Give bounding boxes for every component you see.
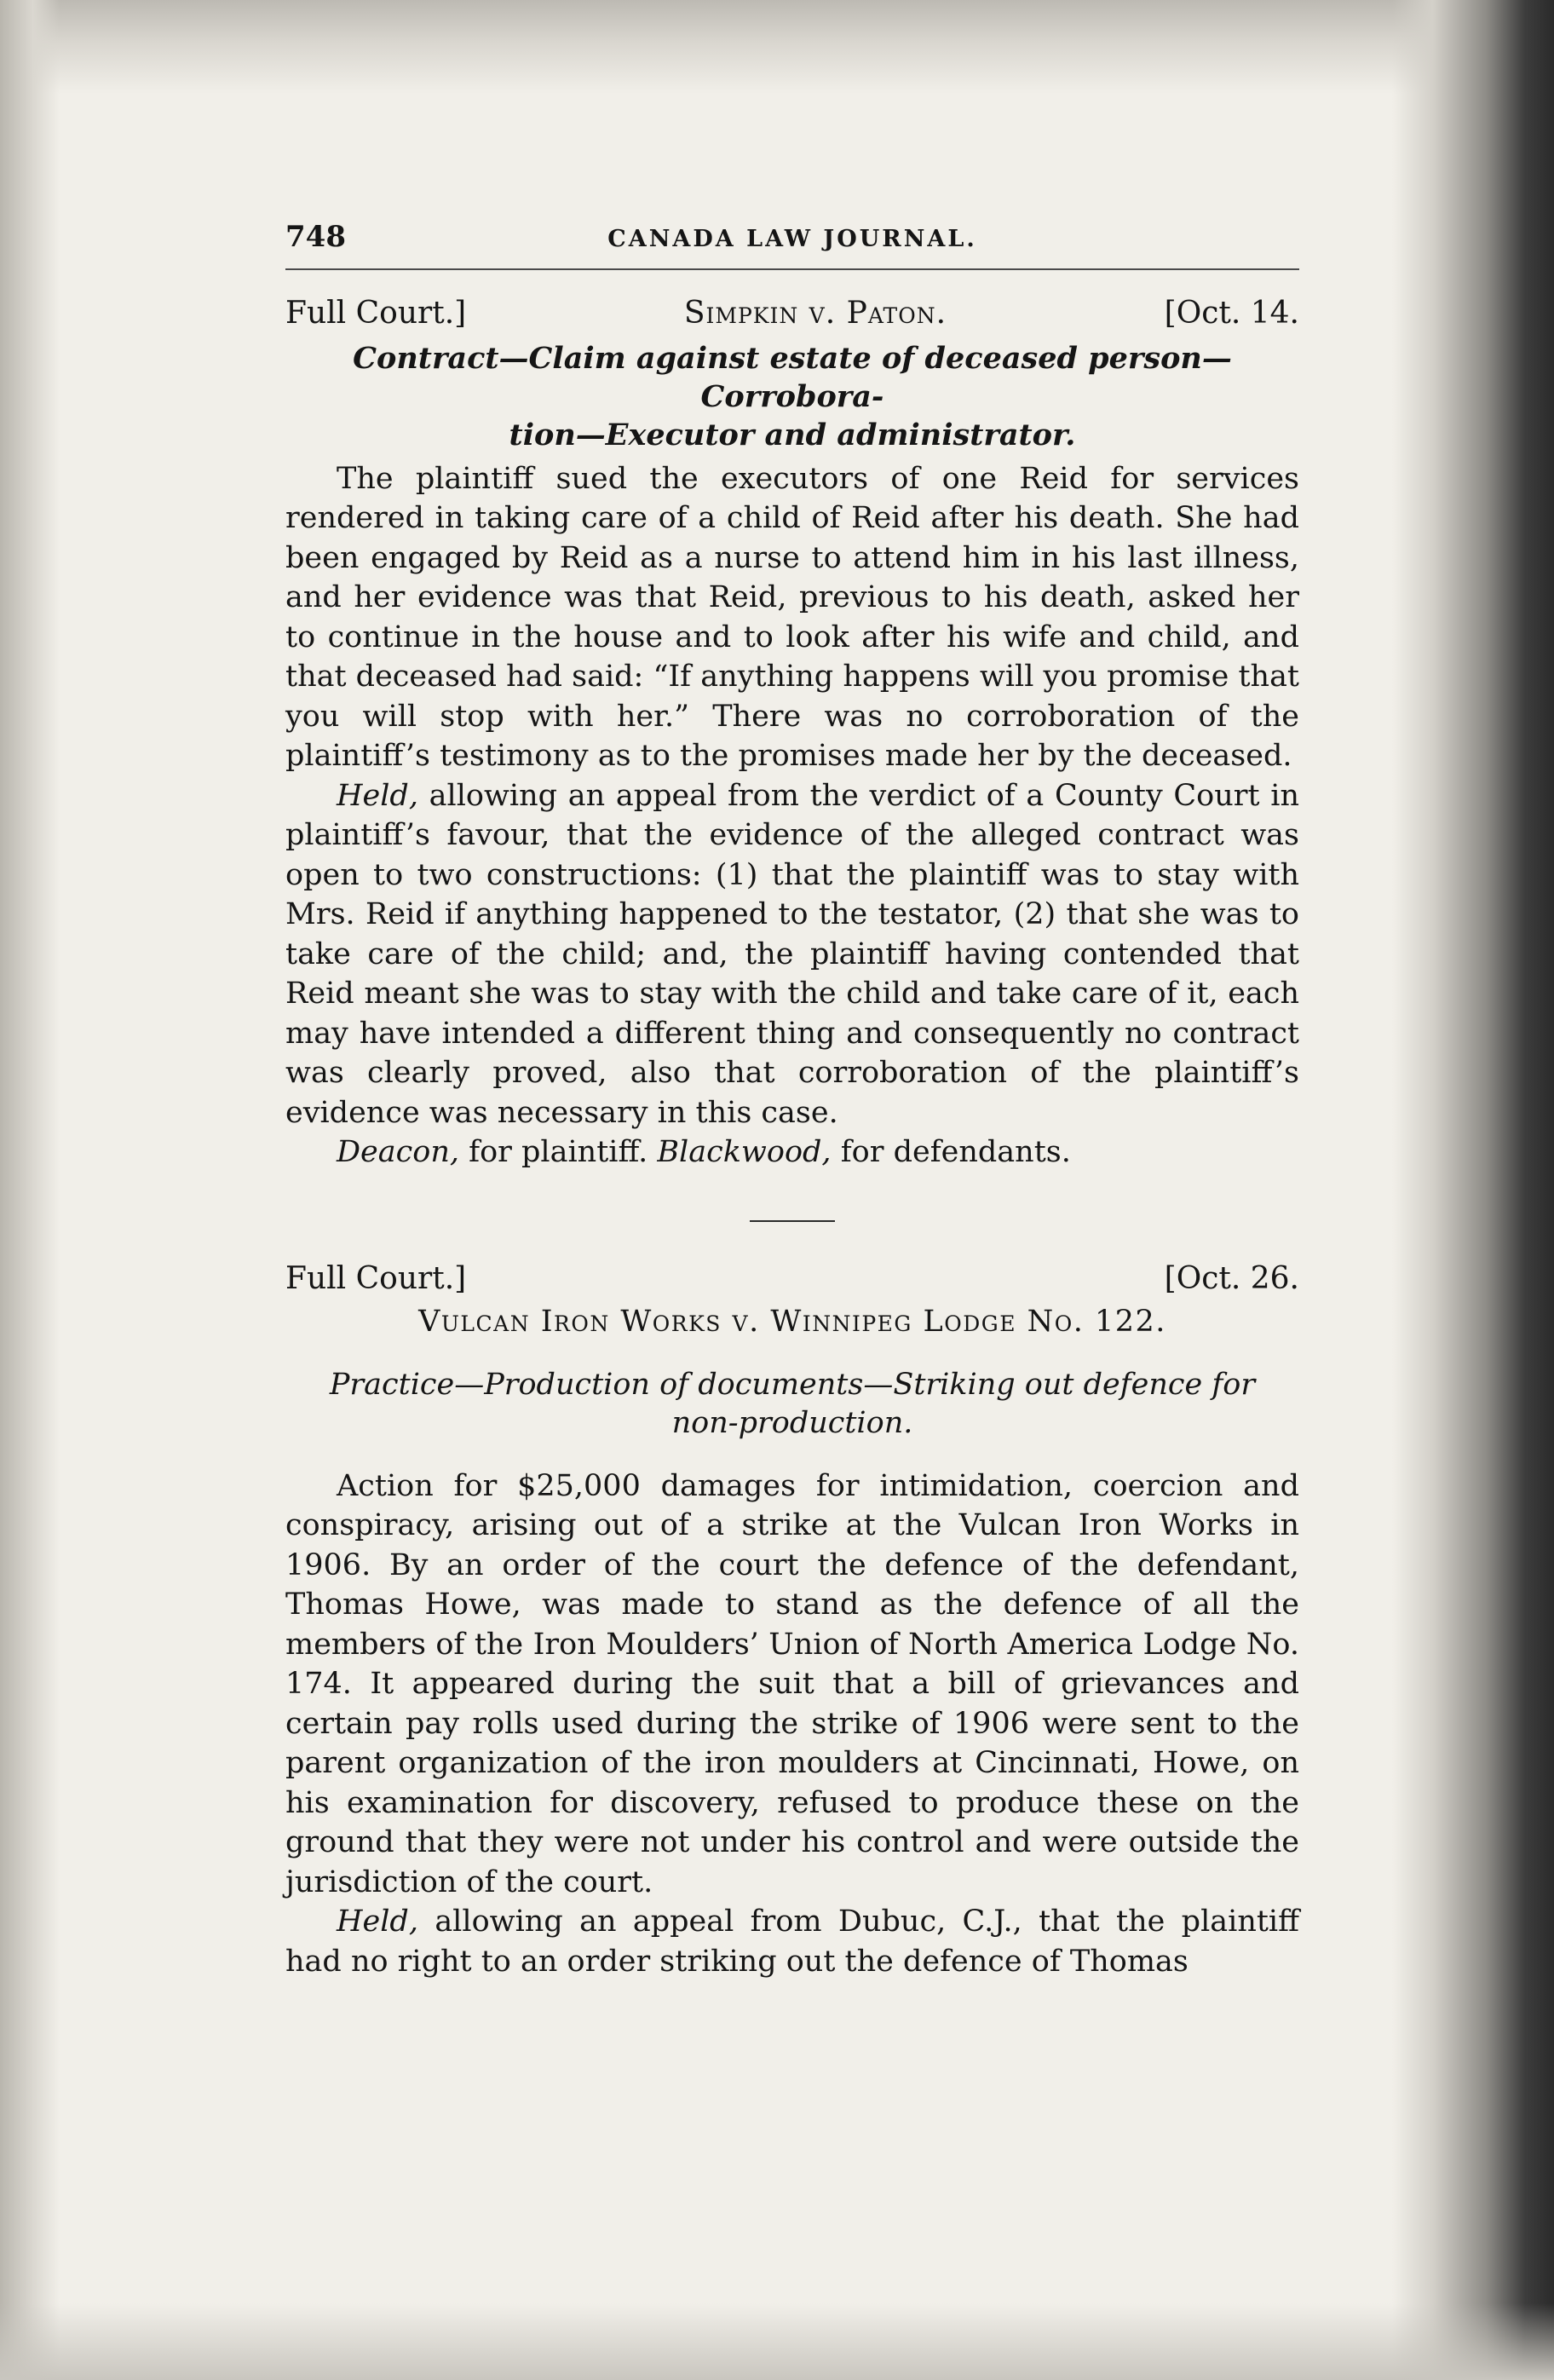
counsel-name: Deacon, [337,1135,459,1169]
scan-shadow-left [0,0,60,2380]
court-name: Full Court.] [285,296,467,331]
held-paragraph [285,776,1299,1133]
catchwords-line: non-production. [671,1405,913,1440]
scan-shadow-right [1392,0,1554,2380]
scan-shadow-top [0,0,1554,94]
facts-paragraph: Action for $25,000 damages for intimidation, coercion and conspiracy, arising out of a strike at the Vulcan Iron Works in 1906. By an order of the court the defence of the defendant, Thomas Howe, was made to stand as the defence of all the members of the Iron Moulders’ Union of North America Lodge No. 174. It appeared during the suit that a bill of grievances and certain pay rolls used during the strike of 1906 were sent to the parent organization of the iron moulders at Cincinnati, Howe, on his examination for discovery, refused to produce these on the ground that they were not under his control and were outside the jurisdiction of the court. [285,1468,1299,1899]
case-vulcan-iron-works [285,1259,1299,1982]
case-title: Simpkin v. Paton. [683,296,947,331]
court-name: Full Court.] [285,1260,467,1296]
case-date: [Oct. 26. [1164,1260,1299,1296]
case-simpkin-v-paton [285,294,1299,1173]
page-content [285,217,1299,1981]
counsel-role: for defendants. [831,1135,1071,1169]
held-text: allowing an appeal from Dubuc, C.J., that the plaintiff had no right to an order striking out the defence of Thomas [285,1905,1299,1979]
catchwords-line: tion—Executor and administrator. [509,417,1076,452]
held-paragraph [285,1902,1299,1981]
case-heading [285,1259,1299,1299]
counsel-name: Blackwood, [657,1135,832,1169]
running-head: CANADA LAW JOURNAL. [607,226,977,252]
spacer [285,1448,1299,1467]
facts-paragraph: The plaintiff sued the executors of one Reid for services rendered in taking care of a child of Reid after his death. She had been engaged by Reid as a nurse to attend him in his last illness, and her evidence was that Reid, previous to his death, asked her to continue in the house and to look after his wife and child, and that deceased had said: “If anything happens will you promise that you will stop with her.” There was no corroboration of the plaintiff’s testimony as to the promises made her by the deceased. [285,461,1299,773]
counsel-role: for plaintiff. [458,1135,658,1169]
catchwords [302,339,1282,454]
catchwords-line: Contract—Claim against estate of deceased person—Corrobora- [353,340,1232,414]
case-separator [750,1220,835,1222]
case-heading [285,294,1299,334]
spacer [285,1342,1299,1361]
case-title: Vulcan Iron Works v. Winnipeg Lodge No. 122. [418,1305,1166,1339]
page-number: 748 [285,220,346,254]
catchwords [302,1366,1282,1443]
catchwords-line: Practice—Production of documents—Striking out defence for [329,1367,1256,1402]
scan-shadow-bottom [0,2303,1554,2380]
counsel-paragraph [285,1132,1299,1173]
held-lead: Held, [337,778,418,813]
held-lead: Held, [337,1905,418,1939]
case-date: [Oct. 14. [1164,296,1299,331]
held-text: allowing an appeal from the verdict of a County Court in plaintiff’s favour, that the evidence of the alleged contract was open to two constructions: (1) that the plaintiff was to stay with Mrs. Reid if anything happened to the testator, (2) that she was to take care of the child; and, the plaintiff having contended that Reid meant she was to stay with the child and take care of it, each may have intended a different thing and consequently no contract was clearly proved, also that corroboration of the plaintiff’s evidence was necessary in this case. [285,778,1299,1130]
page-header [285,217,1299,270]
